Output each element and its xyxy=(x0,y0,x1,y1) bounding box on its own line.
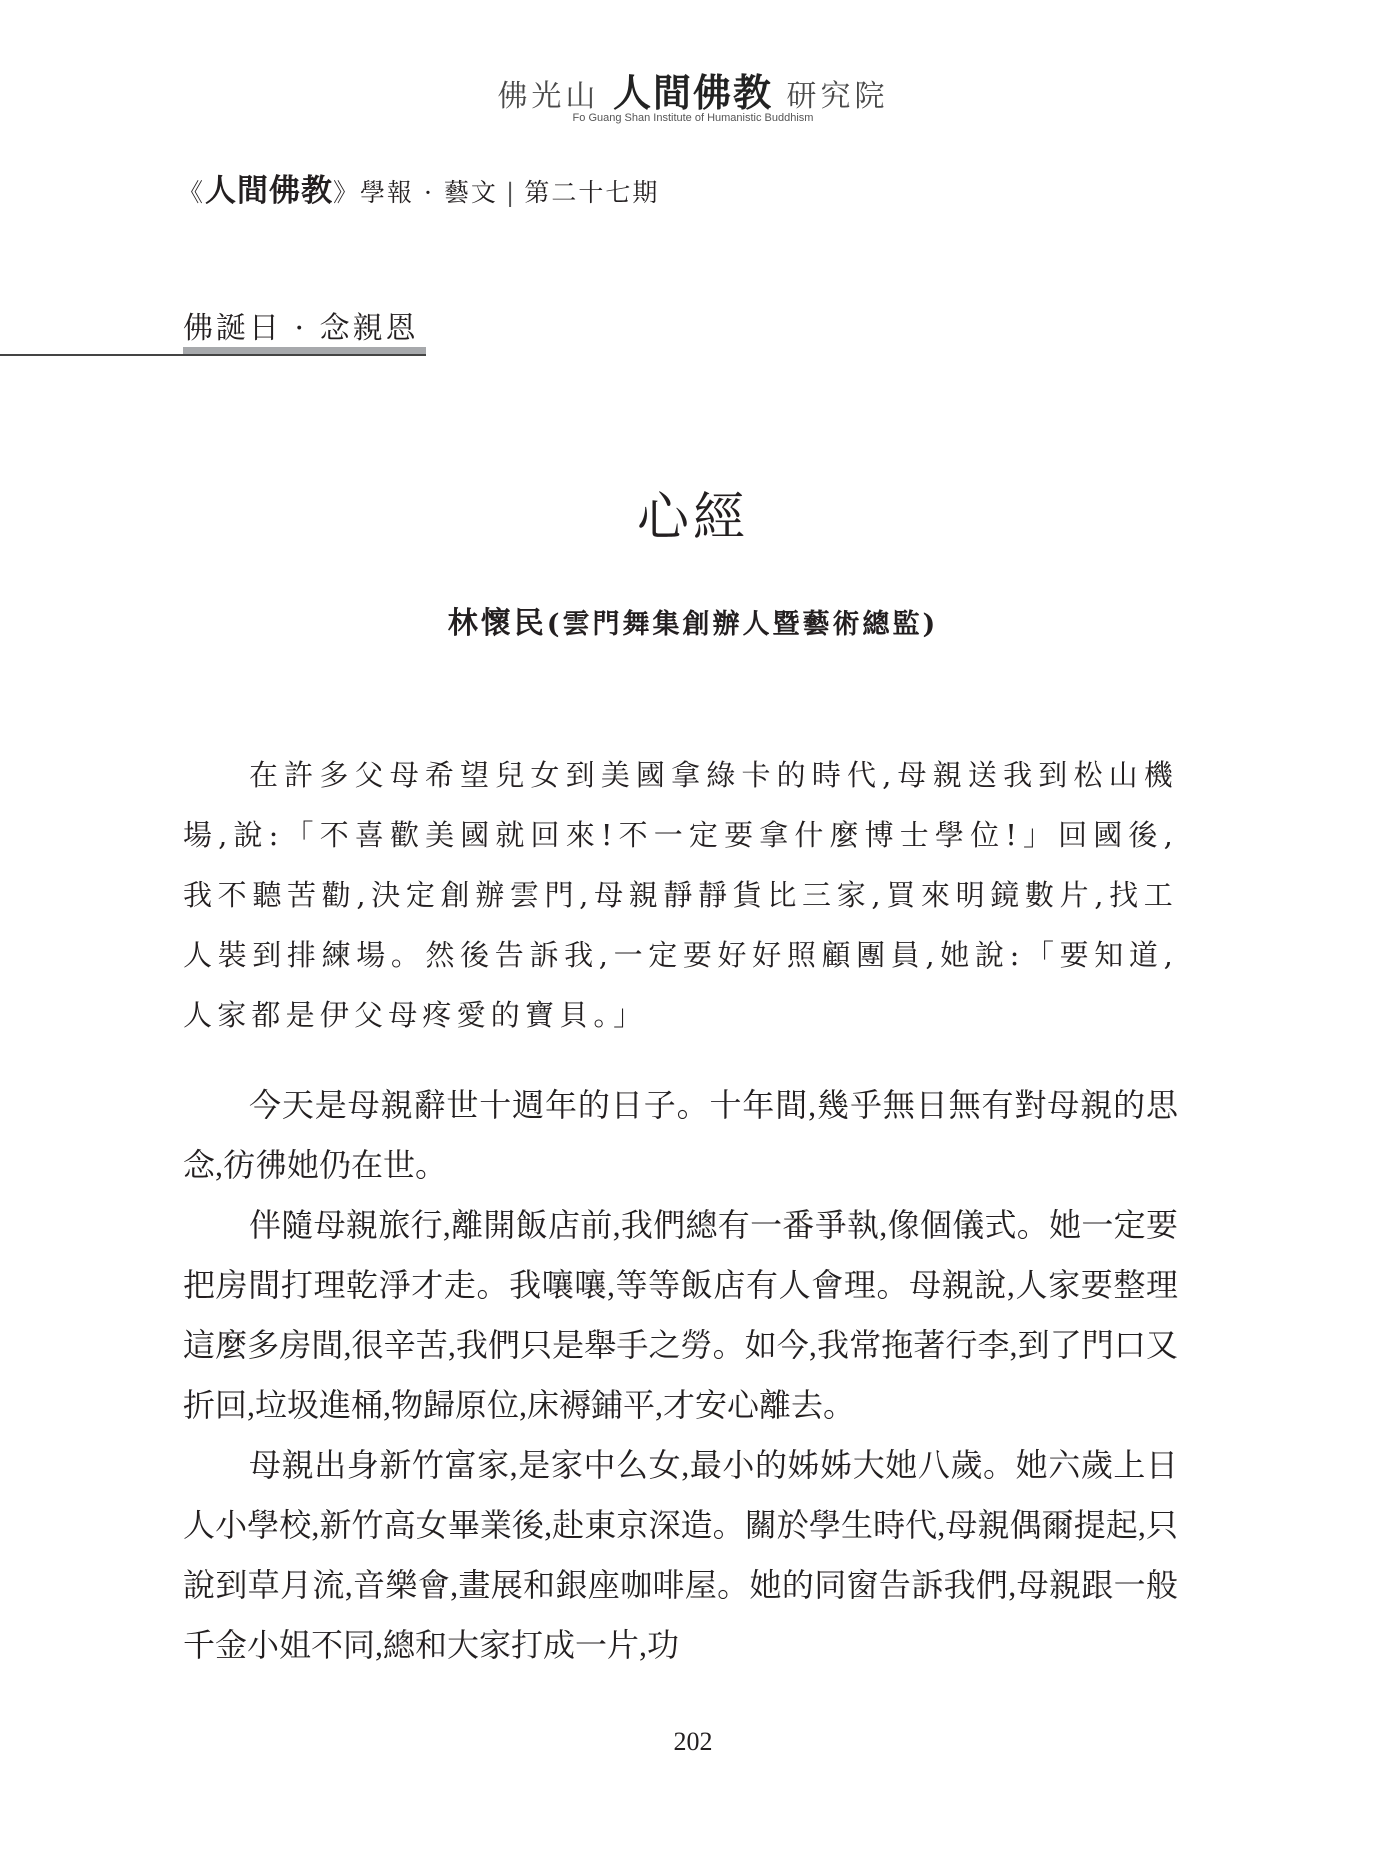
journal-close-bracket: 》 xyxy=(333,178,361,207)
institute-brand-logo: 人間佛教 xyxy=(612,70,773,115)
journal-brand: 人間佛教 xyxy=(205,173,334,209)
section-rule xyxy=(0,354,426,356)
institute-header xyxy=(0,62,1386,117)
journal-title xyxy=(178,165,659,210)
institute-prefix: 佛光山 xyxy=(497,79,600,114)
page-number: 202 xyxy=(673,1727,713,1756)
institute-english-name: Fo Guang Shan Institute of Humanistic Buddhism xyxy=(572,112,814,124)
body-paragraph: 母親出身新竹富家,是家中么女,最小的姊姊大她八歲。她六歲上日人小學校,新竹高女畢業後,赴東京深造。關於學生時代,母親偶爾提起,只說到草月流,音樂會,畫展和銀座咖啡屋。她的同窗告訴我們,母親跟一般千金小姐不同,總和大家打成一片,功 xyxy=(183,1447,1178,1663)
section-title: 佛誕日 · 念親恩 xyxy=(183,311,419,346)
body-text xyxy=(183,1075,1178,1675)
journal-open-bracket: 《 xyxy=(178,178,206,207)
body-paragraph: 今天是母親辭世十週年的日子。十年間,幾乎無日無有對母親的思念,彷彿她仍在世。 xyxy=(183,1087,1178,1183)
article-author xyxy=(0,598,1386,642)
author-name: 林懷民 xyxy=(447,606,547,641)
article-title: 心經 xyxy=(636,488,749,548)
author-affiliation: (雲門舞集創辦人暨藝術總監) xyxy=(546,609,939,640)
section-underline-bar xyxy=(183,347,426,354)
journal-separator: | xyxy=(505,178,517,207)
journal-name: 學報 · 藝文 xyxy=(360,178,498,207)
journal-issue: 第二十七期 xyxy=(524,178,660,207)
body-paragraph: 伴隨母親旅行,離開飯店前,我們總有一番爭執,像個儀式。她一定要把房間打理乾淨才走。我嚷嚷,等等飯店有人會理。母親說,人家要整理這麼多房間,很辛苦,我們只是舉手之勞。如今,我常拖著行李,到了門口又折回,垃圾進桶,物歸原位,床褥鋪平,才安心離去。 xyxy=(183,1207,1178,1423)
body-paragraph: 在許多父母希望兒女到美國拿綠卡的時代,母親送我到松山機場,說:「不喜歡美國就回來!不一定要拿什麼博士學位!」回國後,我不聽苦勸,決定創辦雲門,母親靜靜貨比三家,買來明鏡數片,找工人裝到排練場。然後告訴我,一定要好好照顧團員,她說:「要知道,人家都是伊父母疼愛的寶貝。」 xyxy=(183,758,1178,1032)
institute-suffix: 研究院 xyxy=(786,79,889,114)
